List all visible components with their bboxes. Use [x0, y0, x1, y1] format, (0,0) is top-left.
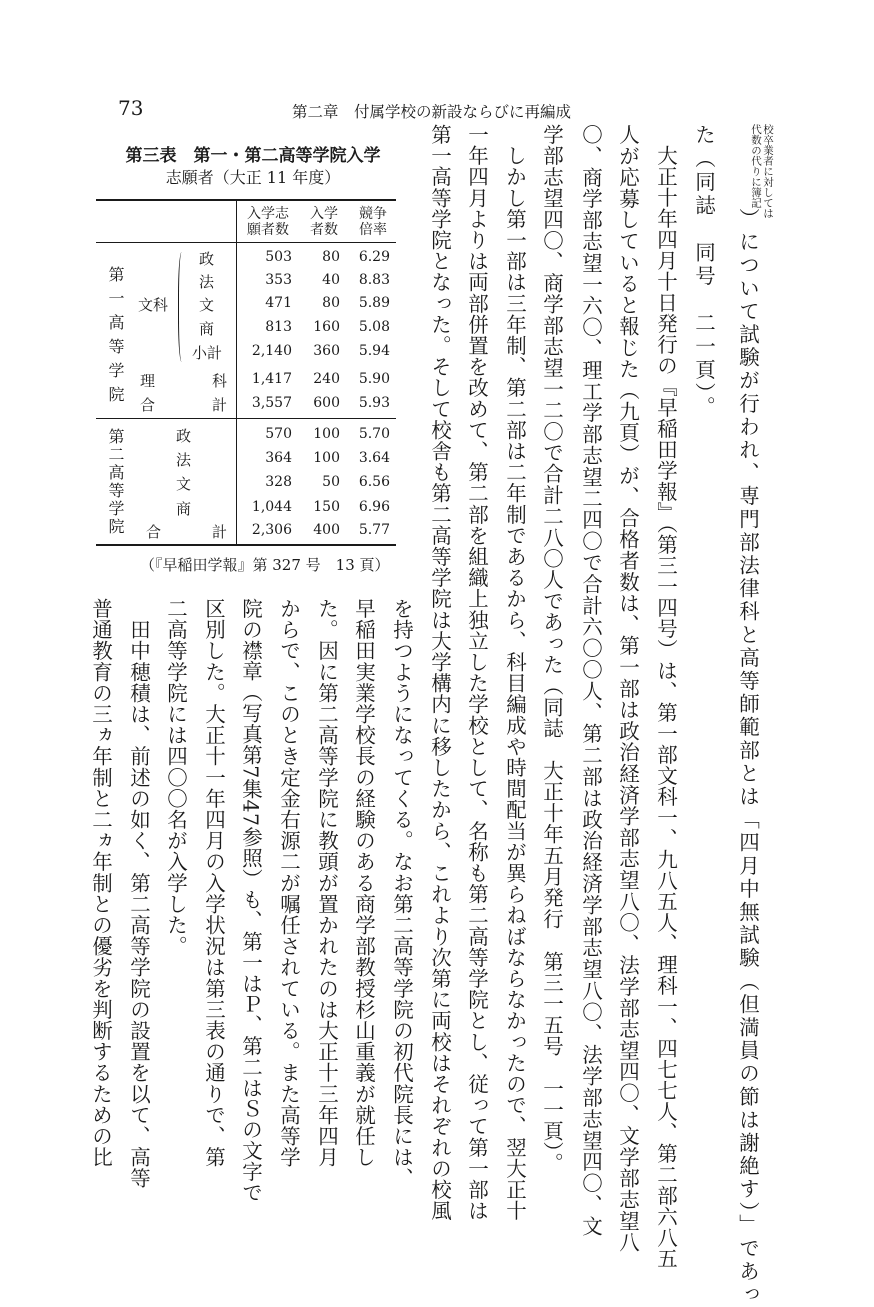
entrants-cell: 150: [313, 499, 340, 515]
row-label-a: 合: [146, 523, 162, 541]
row-label-a: 理: [140, 372, 156, 390]
table-rule-top: [96, 199, 396, 201]
text-column: 普通教育の三ヵ年制と二ヵ年制との優劣を判断するための比: [88, 598, 113, 1168]
applicants-cell: 570: [265, 426, 292, 442]
group-label-second: 第二高等学院: [106, 428, 125, 536]
text-column: ）について試験が行われ、専門部法律科と高等師範部とは「四月中無試験（但満員の節は謝絶す）」であっ: [735, 208, 760, 1307]
ratio-cell: 6.56: [358, 474, 390, 490]
applicants-cell: 471: [265, 295, 292, 311]
row-label-b: 科: [212, 372, 228, 390]
ratio-cell: 8.83: [358, 272, 390, 288]
row-label-b: 計: [212, 523, 228, 541]
ratio-cell: 5.70: [358, 426, 390, 442]
text-column: からで、このとき定金右源二が嘱任されている。また高等学: [276, 598, 301, 1168]
header-applicants-line-2: 願者数: [247, 222, 289, 238]
text-column: しかし第一部は三年制、第二部は二年制であるから、科目編成や時間配当が異らねばならなかったので、翌大正十: [502, 124, 527, 1222]
header-ratio-line-1: 競争: [359, 206, 387, 222]
text-column: 院の襟章（写真第7集47参照）も、第一はＰ、第二はＳの文字で: [238, 598, 263, 1203]
text-column: 一年四月よりは両部併置を改めて、第二部を組織上独立した学校として、名称も第二高等学院とし、従って第一部は: [464, 124, 489, 1222]
text-column: 田中穂積は、前述の如く、第二高等学院の設置を以て、高等: [126, 598, 151, 1189]
row-label: 法: [176, 451, 192, 469]
applicants-cell: 1,044: [251, 499, 292, 515]
entrants-cell: 100: [313, 450, 340, 466]
entrants-cell: 80: [322, 295, 340, 311]
row-label: 小計: [192, 344, 223, 362]
table-rule-bottom: [96, 544, 396, 546]
table-rule-mid: [96, 418, 396, 419]
applicants-cell: 3,557: [251, 395, 292, 411]
note-line-2: 代数の代りに簿記: [750, 124, 763, 208]
header-entrants-line-1: 入学: [310, 206, 338, 222]
applicants-cell: 503: [265, 249, 292, 265]
row-label: 政: [199, 250, 215, 268]
text-column: 区別した。大正十一年四月の入学状況は第三表の通りで、第: [201, 598, 226, 1168]
header-ratio-line-2: 倍率: [359, 222, 387, 238]
text-column: た（同誌 同号 二一頁）。: [691, 124, 716, 420]
entrants-cell: 50: [322, 474, 340, 490]
note-line-1: 校卒業者に対しては: [762, 124, 775, 219]
ratio-cell: 5.93: [358, 395, 390, 411]
entrants-cell: 40: [322, 272, 340, 288]
header-applicants-line-1: 入学志: [247, 206, 289, 222]
header-entrants: [301, 206, 347, 238]
text-column: 大正十年四月十日発行の『早稲田学報』（第三一四号）は、第一部文科一、九八五人、理科一、四七七人、第二部六八五: [653, 124, 678, 1269]
entrants-cell: 240: [313, 371, 340, 387]
entrants-cell: 160: [313, 319, 340, 335]
table-title: 第三表 第一・第二高等学院入学: [125, 146, 381, 166]
row-label: 法: [199, 273, 215, 291]
ratio-cell: 5.77: [358, 522, 390, 538]
bunka-label: 文科: [138, 296, 169, 314]
text-column: 第一高等学院となった。そして校舎も第二高等学院は大学構内に移したから、これより次第に両校はそれぞれの校風: [427, 124, 452, 1222]
text-column: 学部志望四〇、商学部志望一二〇で合計二八〇人であった（同誌 大正十年五月発行 第三一五号 一一頁）。: [539, 124, 564, 1174]
entrants-cell: 80: [322, 249, 340, 265]
text-column: 人が応募していると報じた（九頁）が、合格者数は、第一部は政治経済学部志望八〇、法学部志望四〇、文学部志望八: [615, 124, 640, 1253]
entrants-cell: 360: [313, 343, 340, 359]
row-label: 商: [199, 320, 215, 338]
entrants-cell: 100: [313, 426, 340, 442]
applicants-cell: 813: [265, 319, 292, 335]
row-label-a: 合: [140, 396, 156, 414]
row-label: 政: [176, 427, 192, 445]
applicants-cell: 2,140: [251, 343, 292, 359]
ratio-cell: 5.90: [358, 371, 390, 387]
applicants-cell: 2,306: [251, 522, 292, 538]
text-column: 二高等学院には四〇〇名が入学した。: [163, 598, 188, 957]
table-subtitle: 志願者（大正 11 年度）: [165, 168, 341, 187]
ratio-cell: 5.94: [358, 343, 390, 359]
row-label-b: 計: [212, 396, 228, 414]
page-number: 73: [118, 96, 144, 120]
group-label-first: 第一高等学院: [106, 266, 125, 410]
table-rule-header: [96, 242, 396, 243]
text-column: た。因に第二高等学院に教頭が置かれたのは大正十三年四月: [314, 598, 339, 1168]
header-ratio: [350, 206, 396, 238]
header-applicants: [238, 206, 298, 238]
applicants-cell: 353: [265, 272, 292, 288]
row-label: 文: [199, 296, 215, 314]
ratio-cell: 6.96: [358, 499, 390, 515]
text-column: を持つようになってくる。なお第二高等学院の初代院長には、: [389, 598, 414, 1189]
ratio-cell: 3.64: [358, 450, 390, 466]
row-label: 文: [176, 475, 192, 493]
text-column: 〇、商学部志望一六〇、理工学部志望二四〇で合計六〇〇人、第二部は政治経済学部志望八〇、法学部志望四〇、文: [578, 124, 603, 1237]
running-head: 第二章 付属学校の新設ならびに再編成: [292, 103, 572, 121]
text-column: 早稲田実業学校長の経験のある商学部教授杉山重義が就任し: [351, 598, 376, 1168]
applicants-cell: 328: [265, 474, 292, 490]
table-source: （『早稲田学報』第 327 号 13 頁）: [140, 556, 390, 574]
applicants-cell: 1,417: [251, 371, 292, 387]
row-label: 商: [176, 500, 192, 518]
ratio-cell: 5.89: [358, 295, 390, 311]
entrants-cell: 400: [313, 522, 340, 538]
applicants-cell: 364: [265, 450, 292, 466]
header-entrants-line-2: 者数: [310, 222, 338, 238]
ratio-cell: 6.29: [358, 249, 390, 265]
table-rule-vertical: [236, 199, 237, 546]
ratio-cell: 5.08: [358, 319, 390, 335]
brace: [178, 252, 187, 362]
entrants-cell: 600: [313, 395, 340, 411]
